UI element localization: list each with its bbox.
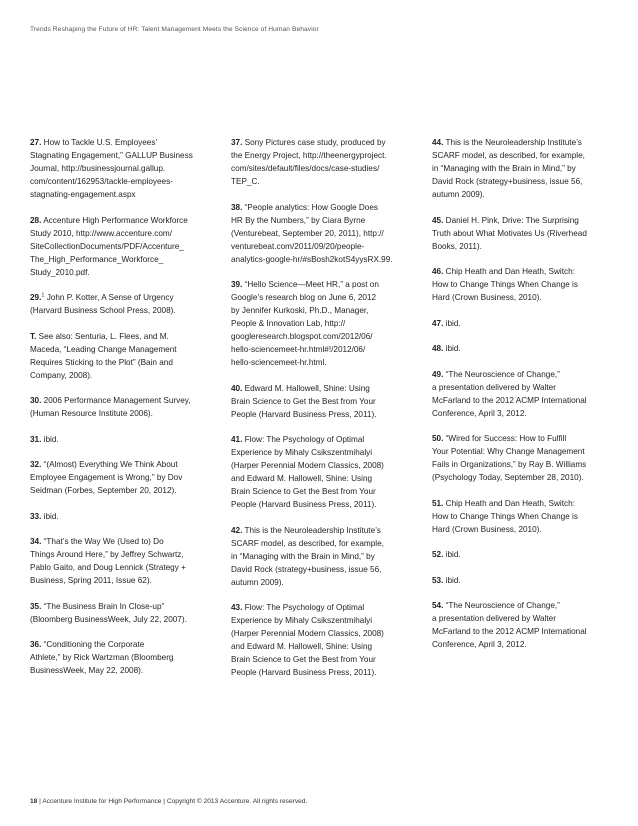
endnote-text: This is the Neuroleadership Institute’s SCARF model, as described, for example, in “Managing with the Brain in Mind,” by David Rock (strategy+business, issue 56, autumn 2009).	[231, 525, 384, 587]
endnote-number: 53.	[432, 575, 444, 585]
endnote-number: 34.	[30, 537, 42, 546]
page-number: 18	[30, 798, 38, 805]
endnote-number: 28.	[30, 215, 42, 225]
endnote-text: ibid.	[443, 550, 461, 559]
endnote-text: “The Neuroscience of Change,” a presentation delivered by Walter McFarland to the 2012 ACMP International Conference, April 3, 2012.	[432, 601, 587, 649]
endnote-text: ibid.	[443, 575, 461, 585]
endnote-number: 45.	[432, 215, 444, 225]
endnote	[432, 497, 615, 536]
endnote-number: 36.	[30, 640, 42, 649]
endnote-superscript: 1	[41, 292, 45, 299]
endnote-number: 52.	[432, 550, 444, 559]
endnote-text: “Conditioning the Corporate Athlete,” by Rick Wartzman (Bloomberg BusinessWeek, May 22, 2008).	[30, 640, 174, 675]
endnote-text: “The Neuroscience of Change,” a presentation delivered by Walter McFarland to the 2012 ACMP International Conference, April 3, 2012.	[432, 369, 587, 418]
endnote-number: 38.	[231, 202, 243, 212]
endnote	[432, 368, 615, 420]
endnote-text: “That’s the Way We (Used to) Do Things Around Here,” by Jeffrey Schwartz, Pablo Gaito, and Doug Lennick (Strategy + Business, Spring 2011, Issue 62).	[30, 537, 186, 585]
endnote	[30, 136, 213, 201]
endnote	[231, 433, 414, 511]
endnotes-columns	[30, 136, 610, 692]
endnotes-column-3	[432, 136, 615, 692]
endnote-number: 44.	[432, 138, 444, 147]
endnote	[432, 136, 615, 201]
endnote	[432, 574, 615, 587]
endnote-text: “The Business Brain In Close-up” (Bloomberg BusinessWeek, July 22, 2007).	[30, 601, 187, 624]
endnote-text: Accenture High Performance Workforce Study 2010, http://www.accenture.com/ SiteCollectionDocuments/PDF/Accenture_ The_High_Performance_Workforce_ Study_2010.pdf.	[30, 215, 188, 277]
endnote-number: 30.	[30, 396, 42, 405]
endnote-text: See also: Senturia, L. Flees, and M. Maceda, “Leading Change Management Requires Sticking to the Plot” (Bain and Company, 2008).	[30, 331, 177, 380]
endnote	[231, 524, 414, 589]
endnote-text: Chip Heath and Dan Heath, Switch: How to Change Things When Change is Hard (Crown Business, 2010).	[432, 498, 578, 534]
endnote	[30, 214, 213, 279]
endnote	[30, 458, 213, 497]
endnote-number: 27.	[30, 138, 42, 147]
endnote-number: T.	[30, 331, 37, 341]
endnote-number: 42.	[231, 525, 243, 535]
endnote-text: How to Tackle U.S. Employees’ Stagnating Engagement,” GALLUP Business Journal, http://businessjournal.gallup. com/content/162953/tackle-employees- stagnating-engagement.aspx	[30, 138, 193, 199]
endnote	[231, 278, 414, 369]
endnote-number: 35.	[30, 601, 42, 611]
endnote-number: 54.	[432, 601, 444, 610]
endnote	[30, 394, 213, 420]
endnote-text: Chip Heath and Dan Heath, Switch: How to Change Things When Change is Hard (Crown Business, 2010).	[432, 267, 578, 302]
endnote-text: Daniel H. Pink, Drive: The Surprising Truth about What Motivates Us (Riverhead Books, 2011).	[432, 215, 587, 251]
endnote	[231, 382, 414, 421]
endnote	[30, 638, 213, 677]
running-header: Trends Reshaping the Future of HR: Talent Management Meets the Science of Human Behavior	[30, 26, 319, 33]
endnote-text: ibid.	[443, 318, 461, 328]
endnote-number: 51.	[432, 498, 444, 508]
endnote-text: Flow: The Psychology of Optimal Experience by Mihaly Csikszentmihalyi (Harper Perennial Modern Classics, 2008) and Edward M. Hallowell, Shine: Using Brain Science to Get the Best from Your People (Harvard Business Press, 2011).	[231, 603, 384, 677]
endnote	[231, 136, 414, 188]
endnote-number: 32.	[30, 460, 42, 469]
endnote	[30, 330, 213, 382]
endnote-number: 43.	[231, 603, 243, 612]
endnote-text: “Wired for Success: How to Fulfill Your Potential: Why Change Management Fails in Organizations,” by Ray B. Williams (Psychology Today, September 28, 2010).	[432, 434, 587, 482]
endnote-text: ibid.	[443, 344, 461, 353]
endnote-text: 2006 Performance Management Survey, (Human Resource Institute 2006).	[30, 396, 191, 418]
endnote-text: John P. Kotter, A Sense of Urgency (Harvard Business School Press, 2008).	[30, 293, 176, 315]
endnote-text: “(Almost) Everything We Think About Employee Engagement is Wrong,” by Dov Seidman (Forbes, September 20, 2012).	[30, 460, 183, 495]
endnotes-column-1	[30, 136, 213, 692]
endnote-text: “Hello Science—Meet HR,” a post on Google’s research blog on June 6, 2012 by Jennifer Kurkoski, Ph.D., Manager, People & Innovation Lab, http:// googleresearch.blogspot.com/2012/06/ hello-sciencemeet-hr.html#!/2012/06/ hello-sciencemeet-hr.html.	[231, 280, 379, 367]
endnote-text: ibid.	[41, 434, 59, 444]
endnote-number: 49.	[432, 369, 444, 379]
endnote-number: 29.	[30, 293, 42, 302]
endnote	[30, 291, 213, 317]
endnote	[231, 201, 414, 266]
endnote-text: Edward M. Hallowell, Shine: Using Brain Science to Get the Best from Your People (Harvard Business Press, 2011).	[231, 383, 377, 419]
endnote-text: Sony Pictures case study, produced by the Energy Project, http://theenergyproject. com/sites/default/files/docs/case-studies/ TEP_C.	[231, 138, 387, 186]
endnote	[432, 317, 615, 330]
endnote-number: 48.	[432, 344, 444, 353]
endnote	[432, 599, 615, 651]
endnotes-column-2	[231, 136, 414, 692]
endnote	[432, 432, 615, 484]
endnote-text: “People analytics: How Google Does HR By the Numbers,” by Ciara Byrne (Venturebeat, September 20, 2011), http:// venturebeat.com/2011/09/20/people- analytics-google-hr/#sBosh2kotS4yysRX.99.	[231, 202, 393, 264]
endnote-number: 46.	[432, 267, 444, 276]
endnote	[30, 510, 213, 523]
endnote-text: ibid.	[41, 511, 59, 521]
endnote-text: This is the Neuroleadership Institute’s SCARF model, as described, for example, in “Managing with the Brain in Mind,” by David Rock (strategy+business, issue 56, autumn 2009).	[432, 138, 585, 199]
endnote	[432, 265, 615, 304]
footer-text: | Accenture Institute for High Performance | Copyright © 2013 Accenture. All rights reserved.	[37, 798, 308, 805]
endnote-number: 50.	[432, 434, 444, 443]
endnote	[432, 214, 615, 253]
endnote-number: 40.	[231, 383, 243, 393]
endnote	[30, 600, 213, 626]
endnote-number: 47.	[432, 318, 444, 328]
endnote-number: 41.	[231, 435, 243, 444]
endnote	[231, 601, 414, 679]
endnote-number: 31.	[30, 434, 42, 444]
page-footer	[30, 798, 307, 805]
endnote	[30, 535, 213, 587]
endnote-number: 33.	[30, 511, 42, 521]
endnote-number: 39.	[231, 280, 243, 289]
endnote-number: 37.	[231, 138, 243, 147]
endnote	[432, 548, 615, 561]
endnote	[432, 342, 615, 355]
endnote-text: Flow: The Psychology of Optimal Experience by Mihaly Csikszentmihalyi (Harper Perennial Modern Classics, 2008) and Edward M. Hallowell, Shine: Using Brain Science to Get the Best from Your People (Harvard Business Press, 2011).	[231, 435, 384, 509]
endnote	[30, 433, 213, 446]
